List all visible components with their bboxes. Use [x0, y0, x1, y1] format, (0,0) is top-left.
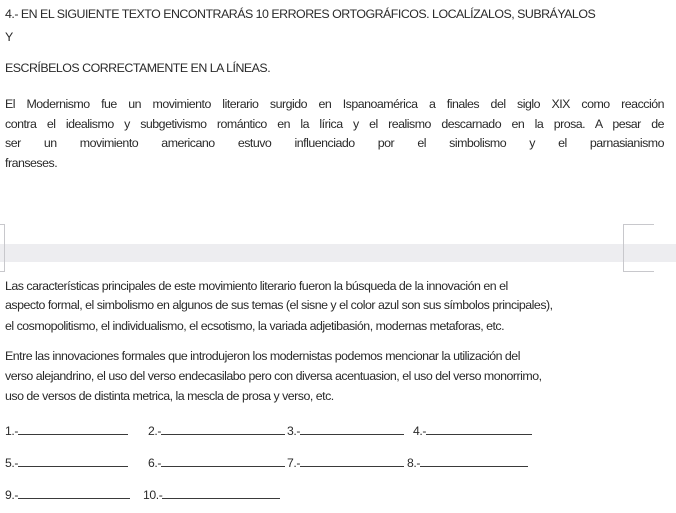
instructions-line-1: 4.- EN EL SIGUIENTE TEXTO ENCONTRARÁS 10 ERRORES ORTOGRÁFICOS. LOCALÍZALOS, SUBRÁYALOS	[5, 7, 596, 21]
paragraph-2-line-3: el cosmopolitismo, el individualismo, el ecsotismo, la variada adjetibasión, modernas metaforas, etc.	[5, 319, 505, 333]
answer-slot[interactable]: 1.-	[5, 424, 128, 438]
paragraph-3-line-3: uso de versos de distinta metrica, la mescla de prosa y verso, etc.	[5, 389, 334, 403]
paragraph-2-line-2: aspecto formal, el simbolismo en algunos de sus temas (el sisne y el color azul son sus símbolos principales),	[5, 298, 553, 312]
paragraph-3-line-1: Entre las innovaciones formales que introdujeron los modernistas podemos mencionar la utilización del	[5, 349, 520, 363]
paragraph-1-line-1: El Modernismo fue un movimiento literario surgido en Ispanoamérica a finales del siglo XIX como reacción	[5, 97, 664, 111]
answer-slot[interactable]: 3.-	[287, 424, 404, 438]
answer-slot[interactable]: 9.-	[5, 488, 130, 502]
answer-slot[interactable]: 2.-	[148, 424, 285, 438]
paragraph-3-line-2: verso alejandrino, el uso del verso endecasilabo pero con diversa acentuasion, el uso del verso monorrimo,	[5, 369, 542, 383]
paragraph-1-line-2: contra el idealismo y subgetivismo romántico en la lírica y el realismo descarnado en la prosa. A pesar de	[5, 117, 664, 131]
instructions-line-2: Y	[5, 30, 13, 44]
answer-slot[interactable]: 4.-	[413, 424, 532, 438]
answer-slot[interactable]: 6.-	[148, 456, 285, 470]
page-separator-band	[0, 244, 676, 262]
answer-slot[interactable]: 8.-	[407, 456, 528, 470]
answer-slot[interactable]: 7.-	[287, 456, 404, 470]
left-page-bracket	[0, 224, 5, 272]
paragraph-1-line-4: franseses.	[5, 156, 58, 170]
answer-slot[interactable]: 10.-	[143, 488, 280, 502]
right-page-bracket	[623, 224, 654, 272]
paragraph-2-line-1: Las características principales de este movimiento literario fueron la búsqueda de la innovación en el	[5, 279, 508, 293]
paragraph-1-line-3: ser un movimiento americano estuvo influenciado por el simbolismo y el parnasianismo	[5, 136, 664, 150]
instructions-line-3: ESCRÍBELOS CORRECTAMENTE EN LA LÍNEAS.	[5, 61, 271, 75]
answer-slot[interactable]: 5.-	[5, 456, 128, 470]
